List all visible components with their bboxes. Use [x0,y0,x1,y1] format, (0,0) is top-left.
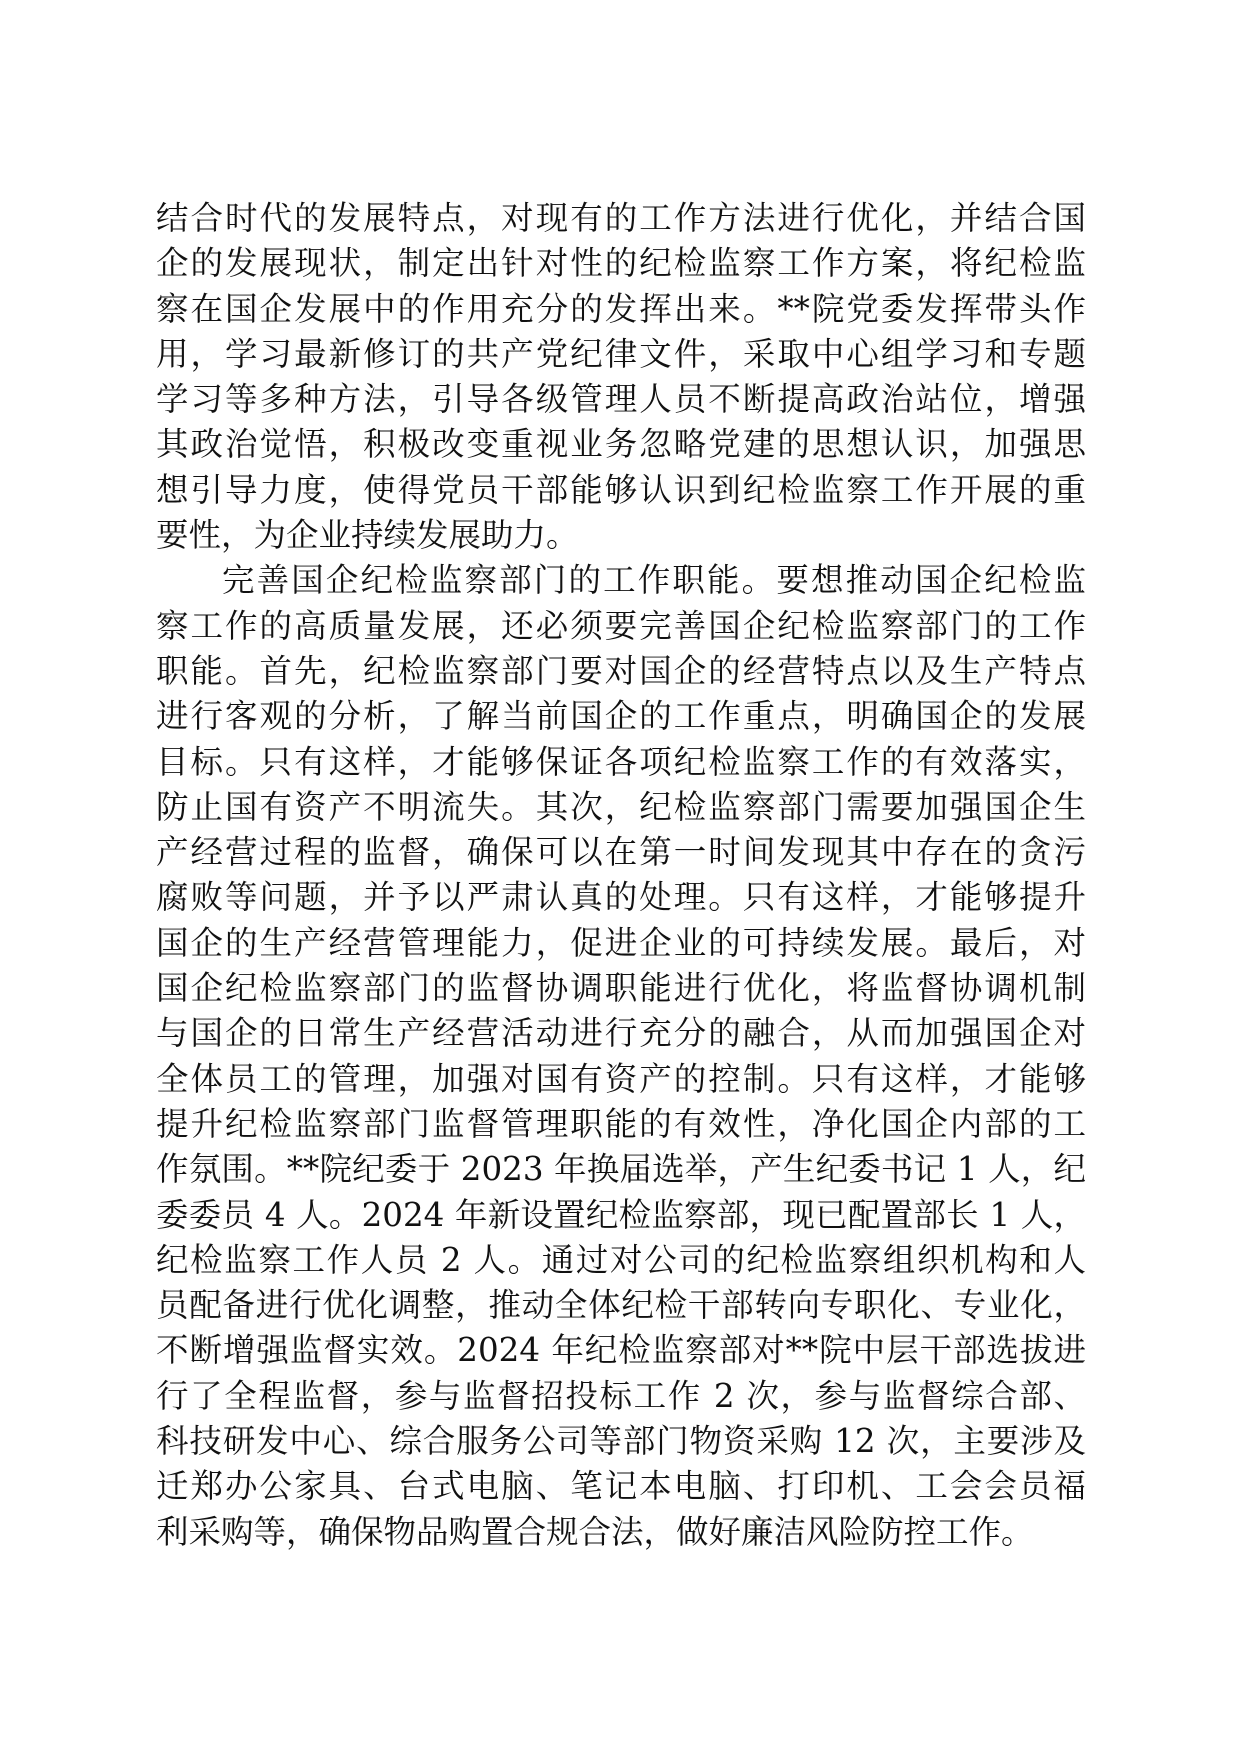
text-line: 科技研发中心、综合服务公司等部门物资采购 12 次，主要涉及 [156,1422,1086,1461]
text-line: 行了全程监督，参与监督招投标工作 2 次，参与监督综合部、 [156,1376,1086,1415]
text-line: 想引导力度，使得党员干部能够认识到纪检监察工作开展的重 [156,470,1086,509]
text-line: 与国企的日常生产经营活动进行充分的融合，从而加强国企对 [156,1014,1086,1053]
text-line: 利采购等，确保物品购置合规合法，做好廉洁风险防控工作。 [156,1512,1034,1551]
text-line: 产经营过程的监督，确保可以在第一时间发现其中存在的贪污 [156,833,1086,872]
text-line: 学习等多种方法，引导各级管理人员不断提高政治站位，增强 [156,380,1086,419]
text-line: 腐败等问题，并予以严肃认真的处理。只有这样，才能够提升 [156,878,1086,917]
text-line: 提升纪检监察部门监督管理职能的有效性，净化国企内部的工 [156,1104,1086,1143]
text-line: 完善国企纪检监察部门的工作职能。要想推动国企纪检监 [222,561,1086,600]
text-line: 迁郑办公家具、台式电脑、笔记本电脑、打印机、工会会员福 [156,1467,1086,1506]
text-line: 用，学习最新修订的共产党纪律文件，采取中心组学习和专题 [156,334,1086,373]
text-line: 不断增强监督实效。2024 年纪检监察部对**院中层干部选拔进 [156,1331,1086,1370]
text-line: 其政治觉悟，积极改变重视业务忽略党建的思想认识，加强思 [156,425,1086,464]
text-line: 员配备进行优化调整，推动全体纪检干部转向专职化、专业化， [156,1286,1086,1325]
text-line: 结合时代的发展特点，对现有的工作方法进行优化，并结合国 [156,199,1086,237]
document-body [156,196,1086,1555]
text-line: 企的发展现状，制定出针对性的纪检监察工作方案，将纪检监 [156,244,1086,283]
text-line: 要性，为企业持续发展助力。 [156,516,579,555]
paragraph-1 [156,196,1086,558]
text-line: 国企的生产经营管理能力，促进企业的可持续发展。最后，对 [156,923,1086,962]
text-line: 委委员 4 人。2024 年新设置纪检监察部，现已配置部长 1 人， [156,1195,1086,1234]
text-line: 进行客观的分析，了解当前国企的工作重点，明确国企的发展 [156,697,1086,736]
text-line: 目标。只有这样，才能够保证各项纪检监察工作的有效落实， [156,742,1086,781]
text-line: 防止国有资产不明流失。其次，纪检监察部门需要加强国企生 [156,787,1086,826]
text-line: 全体员工的管理，加强对国有资产的控制。只有这样，才能够 [156,1059,1086,1098]
text-line: 国企纪检监察部门的监督协调职能进行优化，将监督协调机制 [156,969,1086,1008]
text-line: 作氛围。**院纪委于 2023 年换届选举，产生纪委书记 1 人，纪 [156,1150,1086,1189]
text-line: 职能。首先，纪检监察部门要对国企的经营特点以及生产特点 [156,651,1086,690]
paragraph-2 [156,558,1086,1555]
text-line: 纪检监察工作人员 2 人。通过对公司的纪检监察组织机构和人 [156,1240,1086,1279]
text-line: 察在国企发展中的作用充分的发挥出来。**院党委发挥带头作 [156,289,1086,328]
text-line: 察工作的高质量发展，还必须要完善国企纪检监察部门的工作 [156,606,1086,645]
